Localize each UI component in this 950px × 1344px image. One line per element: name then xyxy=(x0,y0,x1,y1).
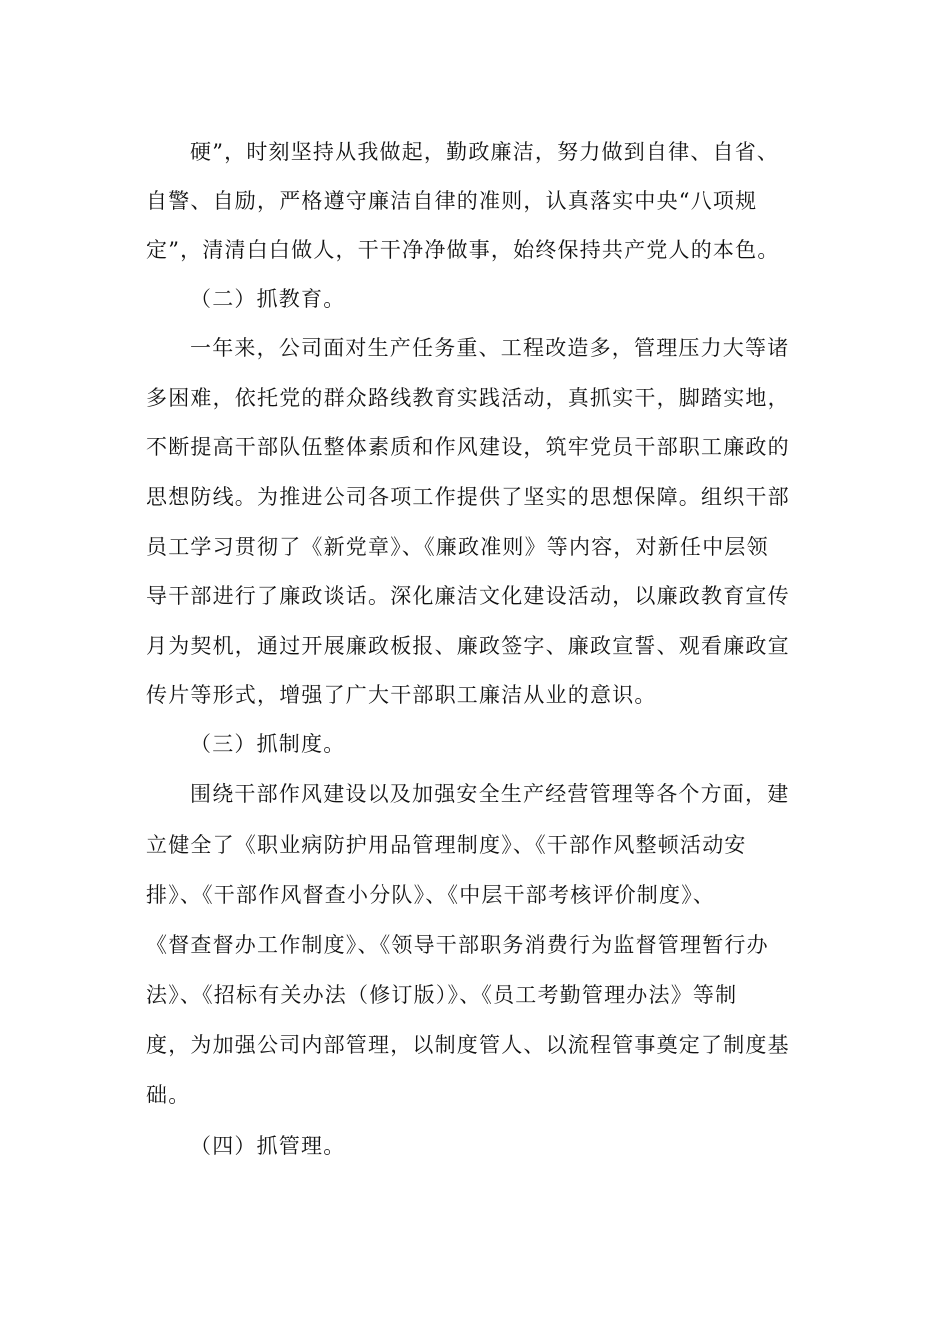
paragraph-line: 多困难，依托党的群众路线教育实践活动，真抓实干，脚踏实地， xyxy=(146,386,790,410)
paragraph-line: 月为契机，通过开展廉政板报、廉政签字、廉政宣誓、观看廉政宣 xyxy=(146,634,790,658)
paragraph-line: 导干部进行了廉政谈话。深化廉洁文化建设活动，以廉政教育宣传 xyxy=(146,584,790,608)
paragraph-line: 定”，清清白白做人，干干净净做事，始终保持共产党人的本色。 xyxy=(146,238,780,262)
section-heading: （二）抓教育。 xyxy=(190,287,346,311)
section-heading: （四）抓管理。 xyxy=(190,1134,346,1158)
paragraph-line: 度，为加强公司内部管理，以制度管人、以流程管事奠定了制度基 xyxy=(146,1033,790,1057)
paragraph-line: 员工学习贯彻了《新党章》、《廉政准则》等内容，对新任中层领 xyxy=(146,535,769,559)
paragraph-line: 思想防线。为推进公司各项工作提供了坚实的思想保障。组织干部 xyxy=(146,485,790,509)
paragraph-line: 自警、自励，严格遵守廉洁自律的准则，认真落实中央“八项规 xyxy=(146,189,758,213)
paragraph-line: 不断提高干部队伍整体素质和作风建设，筑牢党员干部职工廉政的 xyxy=(146,435,790,459)
paragraph-line: 硬”，时刻坚持从我做起，勤政廉洁，努力做到自律、自省、 xyxy=(190,140,780,164)
paragraph-line: 《督查督办工作制度》、《领导干部职务消费行为监督管理暂行办 xyxy=(146,933,769,957)
paragraph-line: 围绕干部作风建设以及加强安全生产经营管理等各个方面，建 xyxy=(190,782,790,806)
paragraph-line: 一年来，公司面对生产任务重、工程改造多，管理压力大等诸 xyxy=(190,336,790,360)
paragraph-line: 法》、《招标有关办法（修订版）》、《员工考勤管理办法》等制 xyxy=(146,983,738,1007)
paragraph-line: 立健全了《职业病防护用品管理制度》、《干部作风整顿活动安 xyxy=(146,833,747,857)
paragraph-line: 础。 xyxy=(146,1083,191,1107)
section-heading: （三）抓制度。 xyxy=(190,732,346,756)
paragraph-line: 传片等形式，增强了广大干部职工廉洁从业的意识。 xyxy=(146,683,657,707)
paragraph-line: 排》、《干部作风督查小分队》、《中层干部考核评价制度》、 xyxy=(146,883,716,907)
